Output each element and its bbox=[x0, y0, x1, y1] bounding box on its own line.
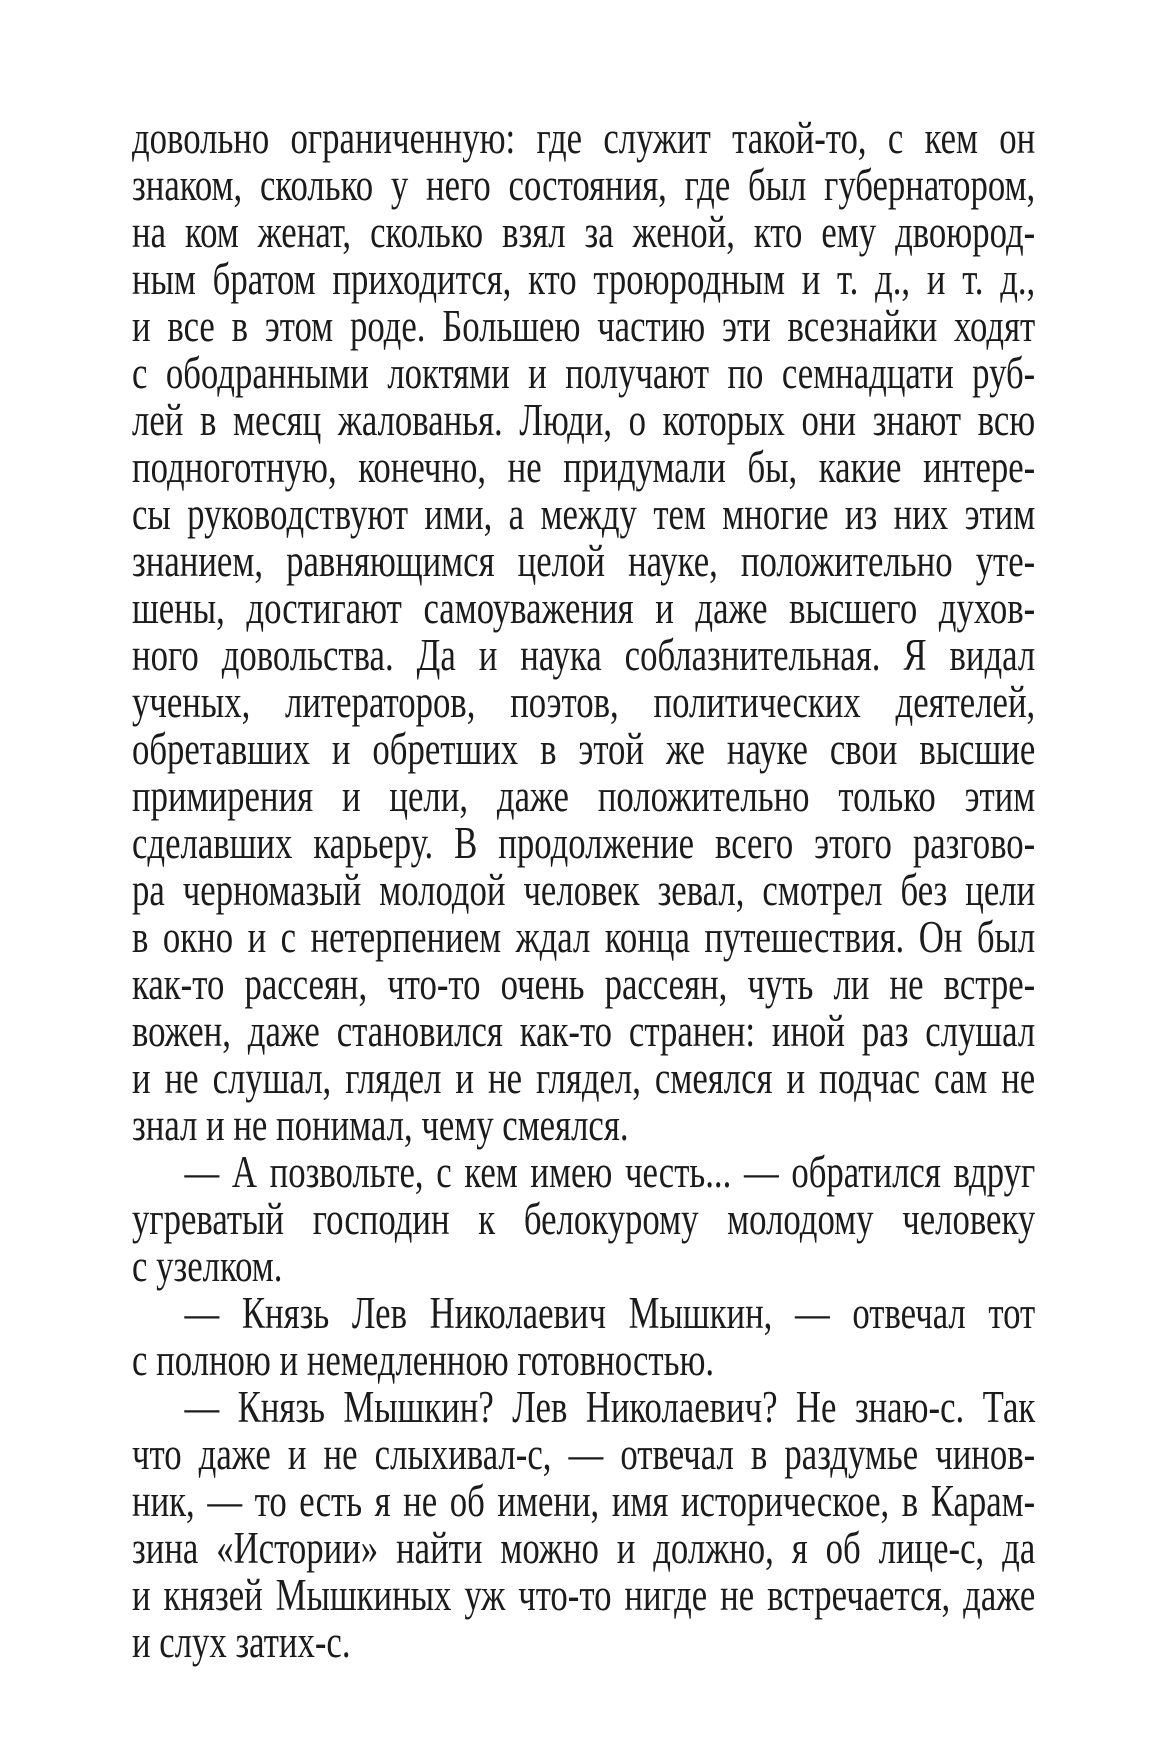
text-line: что даже и не слыхивал-с, — отвечал в раздумье чинов- bbox=[132, 1429, 1036, 1479]
text-line: обретавших и обретших в этой же науке свои высшие bbox=[132, 724, 1036, 774]
text-line: знанием, равняющимся целой науке, положительно уте- bbox=[132, 536, 1036, 586]
text-line: — Князь Мышкин? Лев Николаевич? Не знаю-с. Так bbox=[184, 1382, 1036, 1432]
text-line: довольно ограниченную: где служит такой-то, с кем он bbox=[132, 113, 1036, 163]
text-line: на ком женат, сколько взял за женой, кто ему двоюрод- bbox=[132, 207, 1036, 257]
text-line: ник, — то есть я не об имени, имя историческое, в Карам- bbox=[132, 1476, 1036, 1526]
text-line: ным братом приходится, кто троюродным и т. д., и т. д., bbox=[132, 254, 1036, 304]
text-line: — А позвольте, с кем имею честь... — обратился вдруг bbox=[184, 1147, 1036, 1197]
text-line: зина «Истории» найти можно и должно, я об лице-с, да bbox=[132, 1523, 1036, 1573]
text-line: ра черномазый молодой человек зевал, смотрел без цели bbox=[132, 865, 1036, 915]
text-line: шены, достигают самоуважения и даже высшего духов- bbox=[132, 583, 1036, 633]
page-text-block bbox=[132, 115, 1035, 1666]
text-line: угреватый господин к белокурому молодому человеку bbox=[132, 1194, 1036, 1244]
text-line: примирения и цели, даже положительно только этим bbox=[132, 771, 1036, 821]
text-line: знаком, сколько у него состояния, где был губернатором, bbox=[132, 160, 1036, 210]
text-line: как-то рассеян, что-то очень рассеян, чуть ли не встре- bbox=[132, 959, 1036, 1009]
text-line: с узелком. bbox=[132, 1241, 283, 1291]
text-line: подноготную, конечно, не придумали бы, какие интере- bbox=[132, 442, 1036, 492]
text-line: с ободранными локтями и получают по семнадцати руб- bbox=[132, 348, 1036, 398]
text-line: сделавших карьеру. В продолжение всего этого разгово- bbox=[132, 818, 1036, 868]
text-line: ученых, литераторов, поэтов, политических деятелей, bbox=[132, 677, 1036, 727]
text-line: и не слушал, глядел и не глядел, смеялся и подчас сам не bbox=[132, 1053, 1036, 1103]
text-line: и все в этом роде. Большею частию эти всезнайки ходят bbox=[132, 301, 1036, 351]
text-line: знал и не понимал, чему смеялся. bbox=[132, 1100, 629, 1150]
text-line: сы руководствуют ими, а между тем многие из них этим bbox=[132, 489, 1036, 539]
text-line: ного довольства. Да и наука соблазнительная. Я видал bbox=[132, 630, 1036, 680]
text-line: и слух затих-с. bbox=[132, 1617, 351, 1667]
text-line: в окно и с нетерпением ждал конца путешествия. Он был bbox=[132, 912, 1036, 962]
text-line: и князей Мышкиных уж что-то нигде не встречается, даже bbox=[132, 1570, 1036, 1620]
text-line: вожен, даже становился как-то странен: иной раз слушал bbox=[132, 1006, 1036, 1056]
text-line: лей в месяц жалованья. Люди, о которых они знают всю bbox=[132, 395, 1036, 445]
text-line: — Князь Лев Николаевич Мышкин, — отвечал тот bbox=[184, 1288, 1036, 1338]
text-line: с полною и немедленною готовностью. bbox=[132, 1335, 715, 1385]
